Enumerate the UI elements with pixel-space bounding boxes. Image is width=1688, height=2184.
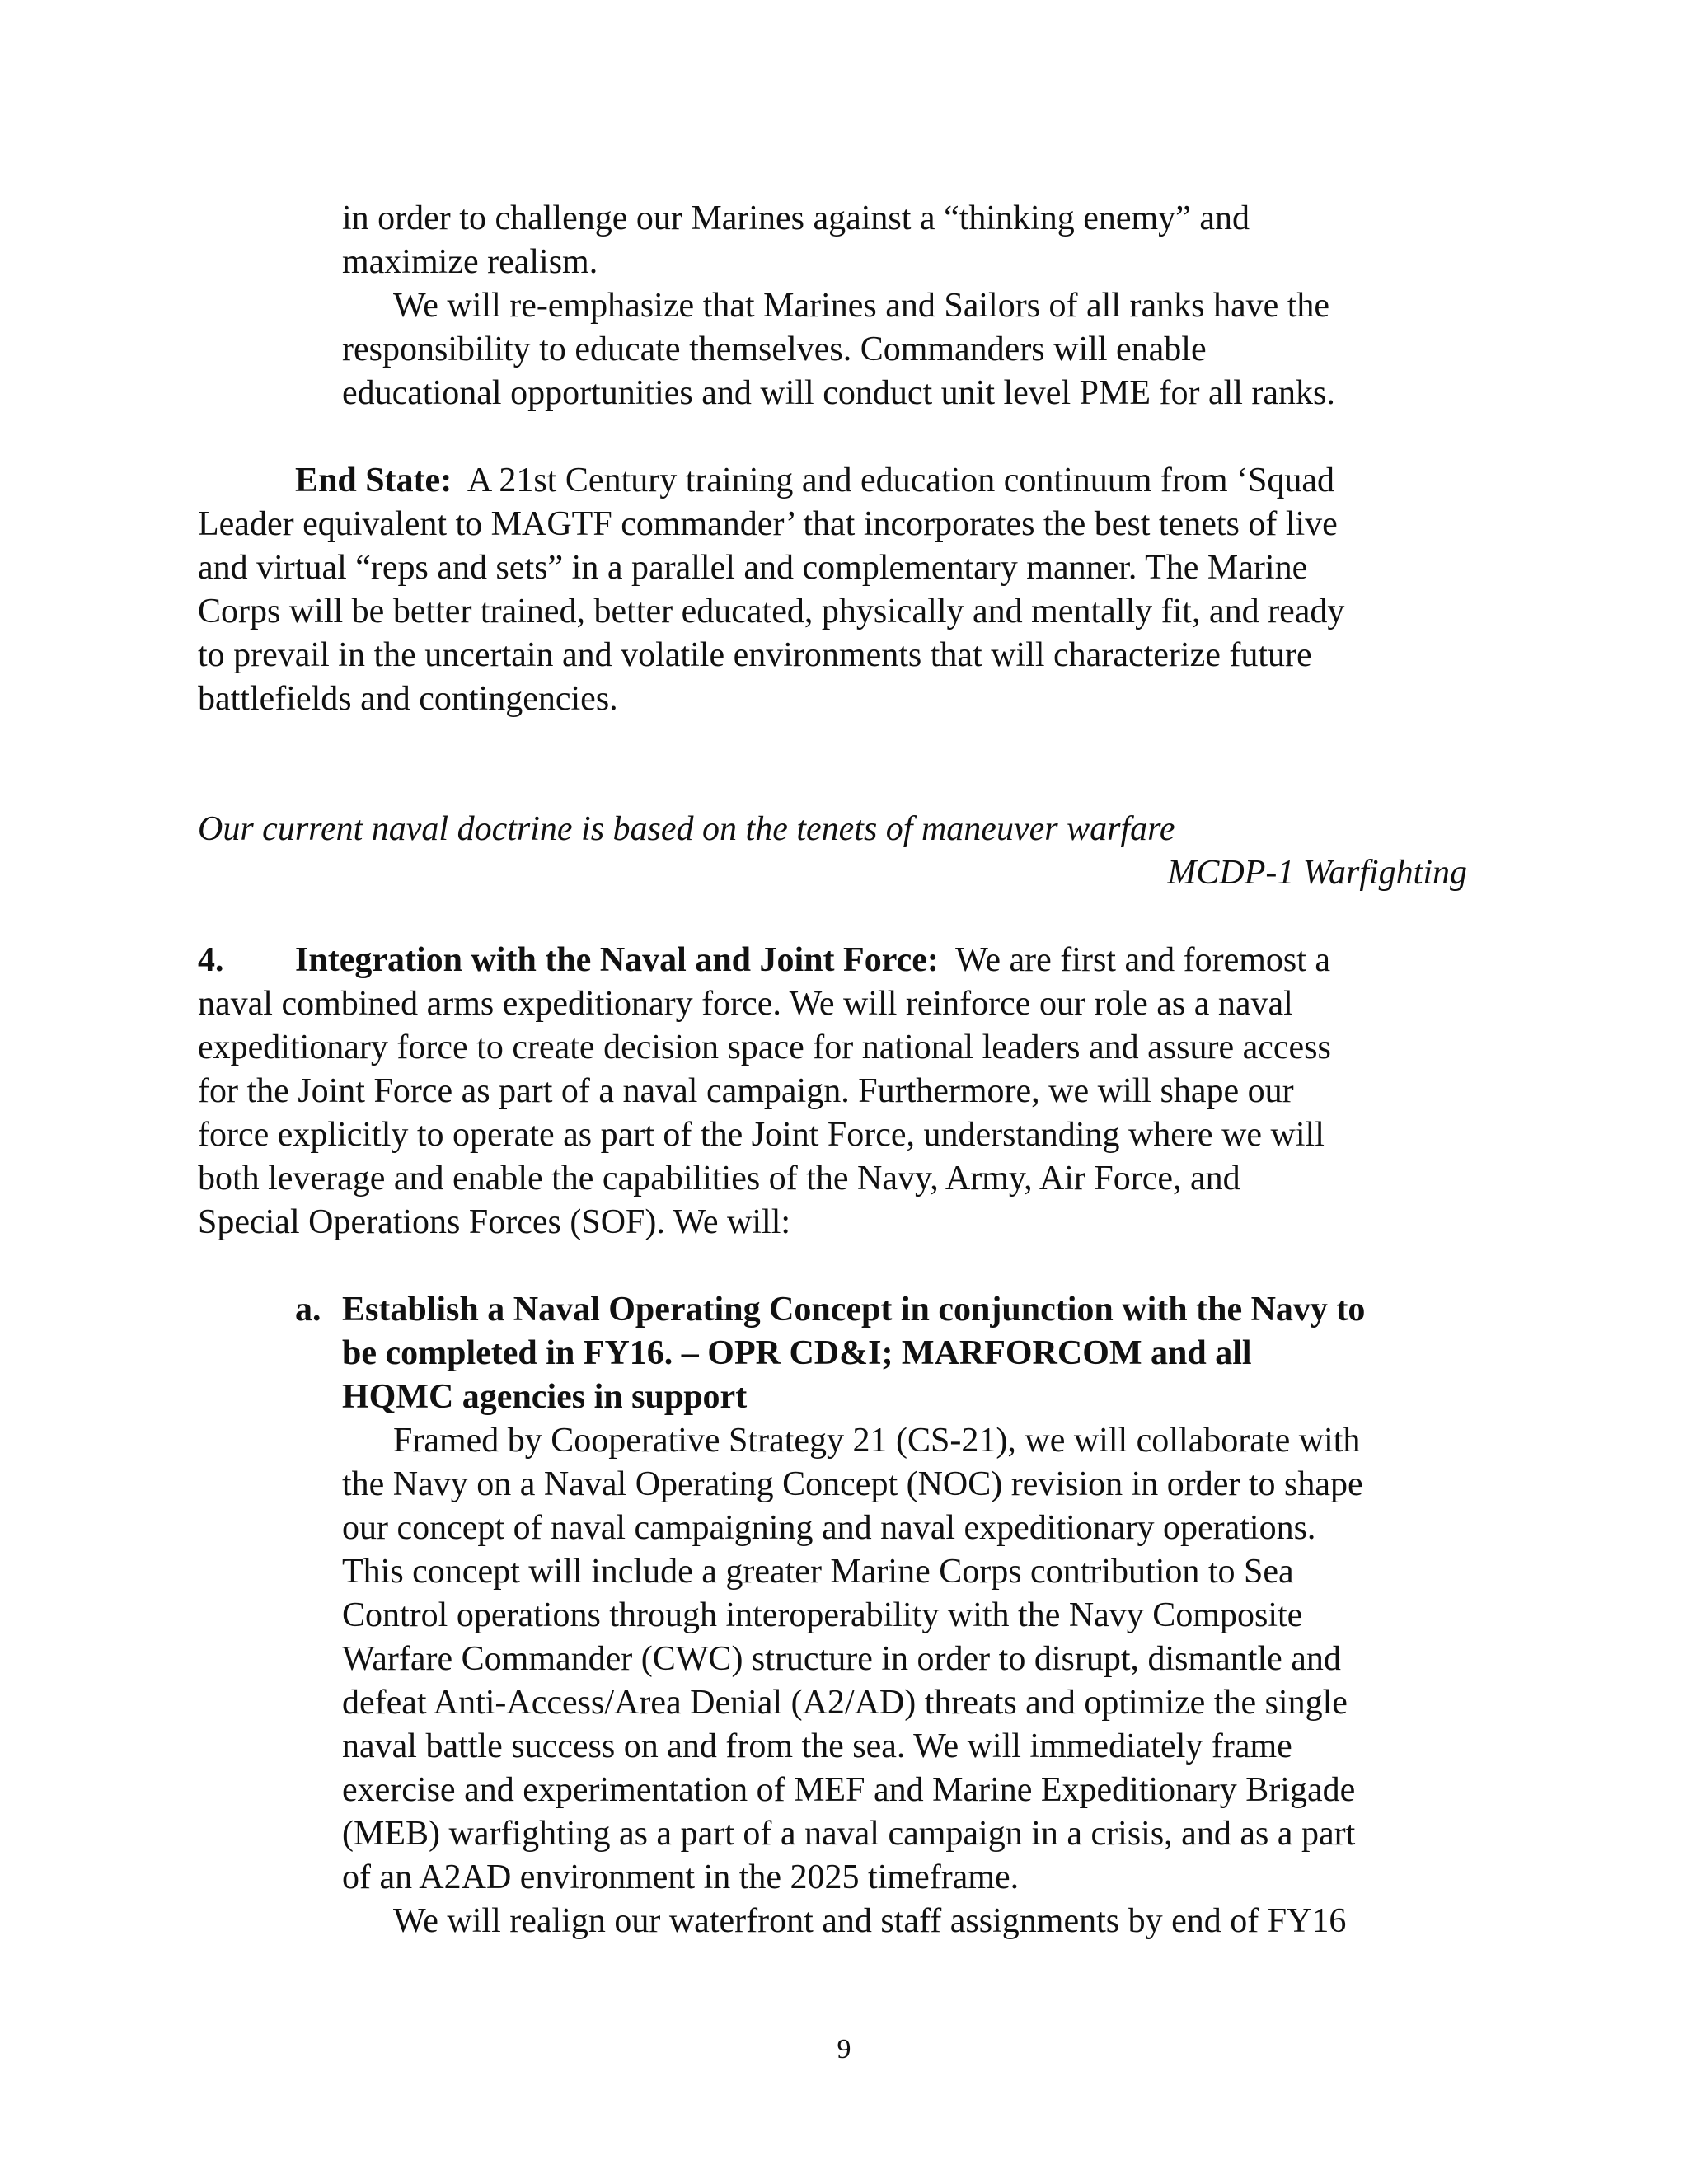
body-line: (MEB) warfighting as a part of a naval campaign in a crisis, and as a part	[342, 1815, 1356, 1853]
body-line: exercise and experimentation of MEF and Marine Expeditionary Brigade	[342, 1771, 1356, 1809]
body-line: and virtual “reps and sets” in a parallel and complementary manner. The Marine	[198, 549, 1308, 587]
body-line: of an A2AD environment in the 2025 timeframe.	[342, 1858, 1020, 1896]
section-heading-line	[198, 939, 1330, 982]
body-line: defeat Anti-Access/Area Denial (A2/AD) threats and optimize the single	[342, 1684, 1348, 1722]
item-a-marker: a.	[295, 1291, 321, 1329]
end-state-label: End State:	[295, 462, 452, 499]
body-line: This concept will include a greater Marine Corps contribution to Sea	[342, 1553, 1294, 1591]
body-line: for the Joint Force as part of a naval campaign. Furthermore, we will shape our	[198, 1072, 1294, 1110]
body-line: our concept of naval campaigning and naval expeditionary operations.	[342, 1509, 1316, 1547]
item-a-heading-line: be completed in FY16. – OPR CD&I; MARFORCOM and all	[342, 1334, 1252, 1372]
body-line: expeditionary force to create decision space for national leaders and assure access	[198, 1029, 1331, 1066]
body-line: Warfare Commander (CWC) structure in order to disrupt, dismantle and	[342, 1640, 1341, 1678]
body-line: Leader equivalent to MAGTF commander’ that incorporates the best tenets of live	[198, 505, 1338, 543]
quote-attribution: MCDP-1 Warfighting	[1167, 854, 1467, 892]
body-line: naval battle success on and from the sea. We will immediately frame	[342, 1727, 1292, 1765]
section-title: Integration with the Naval and Joint Force:	[295, 941, 939, 979]
section-intro: We are first and foremost a	[955, 941, 1331, 979]
body-line: both leverage and enable the capabilities of the Navy, Army, Air Force, and	[198, 1160, 1240, 1197]
end-state-first-line	[295, 459, 1334, 502]
body-line: to prevail in the uncertain and volatile environments that will characterize future	[198, 636, 1312, 674]
body-line: maximize realism.	[342, 243, 598, 281]
body-line: Corps will be better trained, better educated, physically and mentally fit, and ready	[198, 593, 1345, 630]
body-line: force explicitly to operate as part of the Joint Force, understanding where we will	[198, 1116, 1325, 1154]
body-line: battlefields and contingencies.	[198, 680, 618, 718]
body-line: in order to challenge our Marines against a “thinking enemy” and	[342, 199, 1250, 237]
body-line: educational opportunities and will conduct unit level PME for all ranks.	[342, 374, 1335, 412]
end-state-text: A 21st Century training and education continuum from ‘Squad	[467, 462, 1335, 499]
body-line: Special Operations Forces (SOF). We will:	[198, 1203, 791, 1241]
item-a-heading-line: Establish a Naval Operating Concept in conjunction with the Navy to	[342, 1291, 1366, 1329]
body-line: naval combined arms expeditionary force. We will reinforce our role as a naval	[198, 985, 1293, 1023]
body-line: We will realign our waterfront and staff assignments by end of FY16	[393, 1902, 1347, 1940]
section-number: 4.	[198, 941, 224, 979]
body-line: responsibility to educate themselves. Commanders will enable	[342, 330, 1207, 368]
body-line: the Navy on a Naval Operating Concept (NOC) revision in order to shape	[342, 1465, 1363, 1503]
item-a-heading-line: HQMC agencies in support	[342, 1378, 748, 1416]
page-number: 9	[837, 2034, 851, 2064]
quote-text: Our current naval doctrine is based on the tenets of maneuver warfare	[198, 810, 1175, 848]
body-line: Framed by Cooperative Strategy 21 (CS-21), we will collaborate with	[393, 1422, 1361, 1460]
body-line: We will re-emphasize that Marines and Sailors of all ranks have the	[393, 287, 1330, 325]
body-line: Control operations through interoperability with the Navy Composite	[342, 1596, 1303, 1634]
